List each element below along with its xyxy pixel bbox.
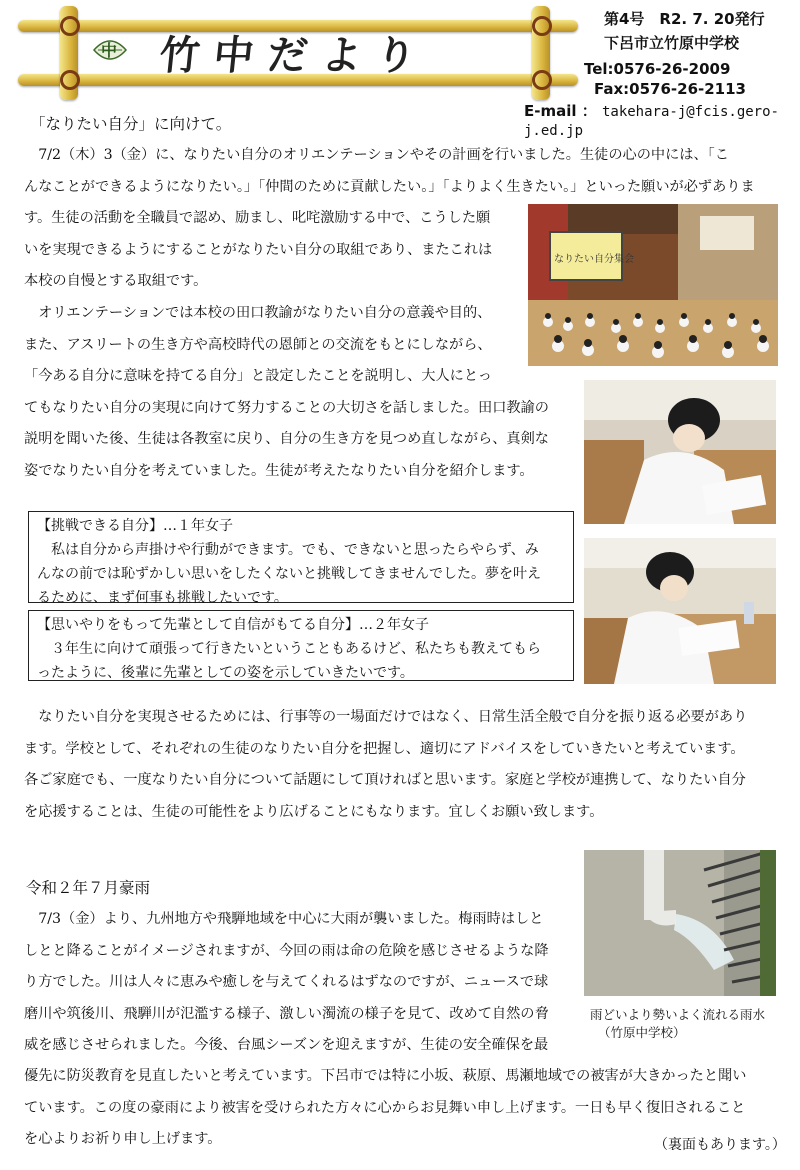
email-label: E-mail ： [524, 102, 597, 120]
article1-closing [24, 702, 784, 828]
phone-number: Tel:0576-26-2009 [584, 60, 731, 78]
text-line: るために、まず何事も挑戦したいです。 [37, 590, 288, 606]
text-line: てもなりたい自分の実現に向けて努力することの大切さを話しました。田口教諭の [24, 399, 549, 416]
text-line: 7/2（木）3（金）に、なりたい自分のオリエンテーションやその計画を行いました。生徒の心の中には、「こ [38, 147, 729, 163]
rope-knot-icon [532, 16, 552, 36]
student-writing-photo-2 [584, 538, 776, 684]
article2-text-narrow [24, 904, 580, 1062]
text-line: 本校の自慢とする取組です。 [24, 273, 208, 289]
text-line: 私は自分から声掛けや行動ができます。でも、できないと思ったらやらず、み [51, 542, 539, 558]
text-line: なりたい自分を実現させるためには、行事等の一場面だけではなく、日常生活全般で自分を振り返る必要があり [38, 709, 748, 725]
rope-knot-icon [60, 16, 80, 36]
rope-knot-icon [532, 70, 552, 90]
text-line: ３年生に向けて頑張って行きたいということもあるけど、私たちも教えてもら [51, 641, 541, 657]
text-line: ます。学校として、それぞれの生徒のなりたい自分を把握し、適切にアドバイスをしていきたいと考えています。 [24, 740, 745, 757]
text-line: 威を感じさせられました。今後、台風シーズンを迎えますが、生徒の安全確保を最 [24, 1037, 549, 1053]
student-writing-photo-1 [584, 380, 776, 524]
email-row [524, 100, 800, 139]
back-page-note: （裏面もあります。） [654, 1137, 786, 1153]
text-line: 説明を聞いた後、生徒は各教室に戻り、自分の生き方を見つめ直しながら、真剣な [24, 431, 549, 447]
caption-line: 雨どいより勢いよく流れる雨水 [590, 1007, 766, 1022]
article2-heading: 令和２年７月豪雨 [26, 879, 151, 897]
text-line: ています。この度の豪雨により被害を受けられた方々に心からお見舞い申し上げます。一日も早く復旧されること [24, 1099, 746, 1116]
assembly-hall-photo [528, 204, 778, 366]
newsletter-title: 竹中だより [157, 33, 433, 79]
text-line: いを実現できるようにすることがなりたい自分の取組であり、またこれは [24, 241, 493, 258]
text-line: オリエンテーションでは本校の田口教諭がなりたい自分の意義や目的、 [38, 305, 492, 321]
rainwater-downspout-photo [584, 850, 776, 996]
email-address: takehara-j@fcis.gero-j.ed.jp [524, 104, 779, 139]
article1-orientation-text [24, 298, 584, 487]
rope-knot-icon [60, 70, 80, 90]
article1-heading: 「なりたい自分」に向けて。 [30, 115, 232, 133]
text-line: 「今ある自分に意味を持てる自分」と設定したことを説明し、大人にとっ [24, 368, 492, 384]
text-line: 姿でなりたい自分を考えていました。生徒が考えたなりたい自分を紹介します。 [24, 462, 534, 479]
text-line: を応援することは、生徒の可能性をより広げることにもなります。宜しくお願い致します。 [24, 803, 604, 820]
text-line: を心よりお祈り申し上げます。 [24, 1131, 222, 1147]
box-title: 【思いやりをもって先輩として自信がもてる自分】…２年女子 [37, 617, 429, 633]
text-line: 優先に防災教育を見直したいと考えています。下呂市では特に小坂、萩原、馬瀬地域での被害が大きかったと聞い [24, 1068, 747, 1084]
fax-number: Fax:0576-26-2113 [594, 80, 746, 98]
school-name: 下呂市立竹原中学校 [604, 34, 740, 52]
text-line: しとと降ることがイメージされますが、今回の雨は命の危険を感じさせるような降 [24, 942, 549, 959]
text-line: んなの前では恥ずかしい思いをしたくないと挑戦してきませんでした。夢を叶え [37, 566, 541, 582]
issue-info: 第4号 R2. 7. 20発行 [604, 10, 765, 28]
text-line: す。生徒の活動を全職員で認め、励まし、叱咤激励する中で、こうした願 [24, 210, 491, 226]
text-line: また、アスリートの生き方や高校時代の恩師との交流をもとにしながら、 [24, 336, 492, 353]
photo-caption [590, 1006, 790, 1042]
text-line: 各ご家庭でも、一度なりたい自分について話題にして頂ければと思います。家庭と学校が連携して、なりたい自分 [24, 772, 746, 788]
text-line: 7/3（金）より、九州地方や飛騨地域を中心に大雨が襲いました。梅雨時はしと [38, 911, 544, 927]
screen-text: なりたい自分集会 [554, 254, 634, 265]
box-title: 【挑戦できる自分】…１年女子 [37, 518, 233, 534]
text-line: 磨川や筑後川、飛騨川が氾濫する様子、激しい濁流の様子を見て、改めて自然の脅 [24, 1005, 549, 1022]
student-voice-box-2 [28, 610, 574, 681]
student-voice-box-1 [28, 511, 574, 606]
text-line: ったように、後輩に先輩としての姿を示していきたいです。 [37, 665, 414, 681]
emblem-character: 中 [101, 41, 118, 60]
text-line: り方でした。川は人々に恵みや癒しを与えてくれるはずなのですが、ニュースで球 [24, 974, 549, 990]
article1-intro-full [24, 140, 784, 203]
article1-intro-narrow [24, 203, 524, 298]
caption-line: （竹原中学校） [598, 1025, 686, 1040]
text-line: んなことができるようになりたい。」「仲間のために貢献したい。」「よりよく生きたい。」といった願いが必ずありま [24, 178, 755, 195]
